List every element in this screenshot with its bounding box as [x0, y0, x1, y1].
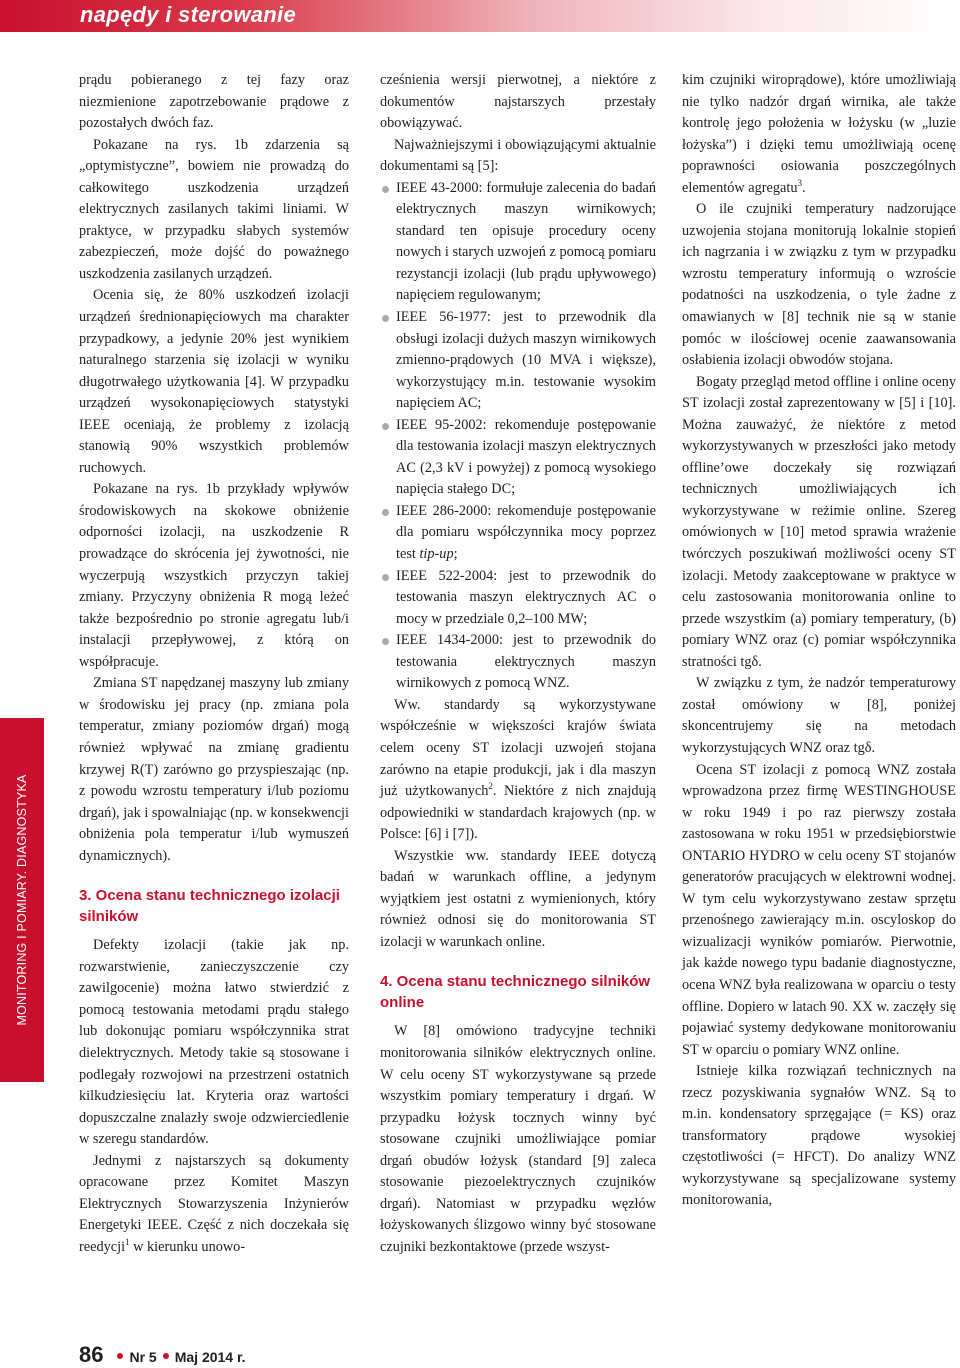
list-item — [380, 501, 656, 566]
page-number: 86 — [79, 1342, 104, 1367]
list-item: IEEE 43-2000: formułuje zalecenia do badań elektrycznych maszyn wirnikowych; standard ten opisuje procedury oceny nowych i starych uzwojeń z pomocą pomiaru rezystancji izolacji (lub prądu upływowego) napięciem regulowanym; — [380, 178, 656, 307]
list-item-emphasis: tip-up — [419, 546, 454, 563]
paragraph-text: . — [802, 179, 806, 196]
footer-dot-icon — [117, 1353, 123, 1359]
paragraph: W związku z tym, że nadzór temperaturowy został omówiony w [8], poniżej skoncentrujemy się na metodach wykorzystujących WNZ oraz tgδ. — [682, 675, 956, 756]
list-item: IEEE 95-2002: rekomenduje postępowanie dla testowania izolacji maszyn elektrycznych AC (2,3 kV i powyżej) z pomocą wysokiego napięcia stałego DC; — [380, 415, 656, 501]
section-heading-4: 4. Ocena stanu technicznego silników online — [380, 973, 651, 1012]
page-footer — [79, 1342, 246, 1368]
list-item: IEEE 522-2004: jest to przewodnik do testowania maszyn elektrycznych AC o mocy w przedziale 0,2–100 MW; — [380, 566, 656, 631]
footer-dot-icon — [163, 1353, 169, 1359]
paragraph: prądu pobieranego z tej fazy oraz niezmienione zapotrzebowanie prądowe z pozostałych dwóch faz. — [79, 72, 349, 132]
paragraph: Zmiana ST napędzanej maszyny lub zmiany w środowisku jej pracy (np. zmiana pola temperatur, zmiany poziomów drgań) mogą również wpływać na zmianę gradientu krzywej R(T) zarówno go przyspieszając (np. z powodu wzrostu temperatury i/lub poziomu drgań), jak i spowalniając (np. w konsekwencji obniżenia pola temperatur i/lub wymuszeń dynamicznych). — [79, 675, 349, 864]
paragraph: W [8] omówiono tradycyjne techniki monitorowania silników elektrycznych online. W celu oceny ST wykorzystywane są przede wszystkim pomiary temperatury i drgań. W przypadku łożysk tocznych winny być stosowane czujniki umożliwiające pomiar drgań obudów łożysk (standard [9] zaleca stosowanie piezoelektrycznych czujników drgań). Natomiast w przypadku węzłów łożyskowanych ślizgowo winny być stosowane czujniki bezkontaktowe (przede wszyst- — [380, 1023, 656, 1255]
standards-list — [380, 178, 656, 695]
paragraph-text: Ww. standardy są wykorzystywane współcześnie w większości krajów świata celem oceny ST izolacji uzwojeń stojana zarówno na etapie produkcji, jak i dla maszyn już użytkowanych — [380, 696, 656, 800]
paragraph: Bogaty przegląd metod offline i online oceny ST izolacji został zaprezentowany w [5] i [10]. Można zauważyć, że niektóre z metod wykorzystywanych w przeszłości jako metody offline’owe doczekały się rozwiązań technicznych umożliwiających ich wykorzystywane w reżimie online. Szereg omówionych w [10] metod sprawia wrażenie twórczych poszukiwań możliwości oceny ST izolacji. Metody zaakceptowane w praktyce w celu zastosowania monitorowania online to przede wszystkim (a) pomiary temperatury, (b) pomiary WNZ oraz (c) pomiar współczynnika stratności tgδ. — [682, 373, 956, 670]
paragraph-text: kim czujniki wiroprądowe), które umożliwiają nie tylko nadzór drgań wirnika, ale także kontrolę jego położenia w łożysku (w „luzie łożyska”) i dzięki temu umożliwiają ocenę poprawności osiowania poszczególnych elementów agregatu — [682, 72, 956, 196]
paragraph: cześnienia wersji pierwotnej, a niektóre z dokumentów najstarszych przestały obowiązywać. — [380, 72, 656, 132]
section-title: napędy i sterowanie — [80, 2, 296, 27]
paragraph: Wszystkie ww. standardy IEEE dotyczą badań w warunkach offline, a jedynym wyjątkiem jest ostatni z wymienionych, który również odnosi się do monitorowania ST izolacji w warunkach online. — [380, 847, 656, 950]
paragraph-text: . Niektóre z nich znajdują odpowiedniki w standardach krajowych (np. w Polsce: [6] i [7]). — [380, 783, 656, 843]
paragraph-text: Jednymi z najstarszych są dokumenty opracowane przez Komitet Maszyn Elektrycznych Stowarzyszenia Inżynierów Energetyki IEEE. Część z nich doczekała się reedycji — [79, 1152, 349, 1255]
side-tab-label: MONITORING I POMIARY. DIAGNOSTYKA — [15, 774, 29, 1026]
footnote-mark: 3 — [797, 177, 803, 188]
column-1 — [79, 70, 349, 1258]
list-item-text: IEEE 286-2000: rekomenduje postępowanie dla pomiaru współczynnika mocy poprzez test — [396, 502, 656, 563]
paragraph: Istnieje kilka rozwiązań technicznych na rzecz pozyskiwania sygnałów WNZ. Są to m.in. kondensatory sprzęgające (= KS) oraz transformatory prądowe wysokiej częstotliwości (= HFCT). Do analizy WNZ wykorzystywane są specjalizowane systemy monitorowania, — [682, 1063, 956, 1209]
footnote-mark: 1 — [125, 1237, 130, 1248]
list-item-text: ; — [453, 546, 458, 563]
column-2 — [380, 70, 656, 1258]
paragraph: Defekty izolacji (takie jak np. rozwarstwienie, zanieczyszczenie czy zawilgocenie) można łatwo stwierdzić z pomocą testowania metodami prądu stałego lub dokonując pomiaru współczynnika strat dielektrycznych. Metody takie są stosowane i podlegały rozwojowi na przestrzeni ostatnich kilkudziesięciu lat. Kryteria oraz wartości dopuszczalne znalazły swoje odzwierciedlenie w szeregu standardów. — [79, 937, 349, 1148]
column-3 — [682, 70, 956, 1212]
paragraph — [682, 70, 956, 199]
paragraph — [380, 695, 656, 846]
issue-date: Maj 2014 r. — [174, 1349, 246, 1365]
paragraph — [79, 1151, 349, 1259]
paragraph: O ile czujniki temperatury nadzorujące uzwojenia stojana monitorują lokalnie stopień ich nagrzania i w związku z tym w przypadku wzrostu temperatury informują o wzroście podatności na uszkodzenia, o tyle żadne z omawianych w [8] technik nie są w stanie pomóc w ilościowej ocenie zaawansowania osłabienia izolacji obwodów stojana. — [682, 201, 956, 369]
list-item: IEEE 56-1977: jest to przewodnik dla obsługi izolacji dużych maszyn wirnikowych zmienno-prądowych (10 MVA i większe), wykorzystujący m.in. testowanie wysokim napięciem AC; — [380, 307, 656, 415]
list-item: IEEE 1434-2000: jest to przewodnik do testowania elektrycznych maszyn wirnikowych z pomocą WNZ. — [380, 630, 656, 695]
paragraph: Pokazane na rys. 1b przykłady wpływów środowiskowych na skokowe obniżenie odporności izolacji, na uszkodzenie R prowadzące do skrócenia jej żywotności, nie wyczerpują wszystkich przyczyn takiej zmiany. Przyczyny obniżenia R mogą leżeć także bezpośrednio po stronie agregatu lub/i instalacji przepływowej, z którą on współpracuje. — [79, 481, 349, 670]
footnote-mark: 2 — [488, 781, 493, 792]
paragraph: Najważniejszymi i obowiązującymi aktualnie dokumentami są [5]: — [380, 136, 656, 175]
paragraph: Ocena ST izolacji z pomocą WNZ została wprowadzona przez firmę WESTINGHOUSE w roku 1949 i po raz pierwszy została zastosowana w roku 1951 w przedsiębiorstwie ONTARIO HYDRO w celu oceny ST stojanów generatorów pracujących w elektrowni wodnej. W tym celu wykorzystywano zestaw sprzętu przenośnego zawierający m.in. oscyloskop do wizualizacji wyników pomiarów. Pierwotnie, jak każde nowego typu badanie diagnostyczne, ocena WNZ była realizowana w oparciu o testy offline. Dopiero w latach 90. XX w. zaczęły się pojawiać systemy dedykowane monitorowaniu ST w oparciu o pomiary WNZ online. — [682, 761, 956, 1058]
issue-number: Nr 5 — [129, 1349, 157, 1365]
paragraph-text: w kierunku unowo- — [129, 1238, 246, 1255]
paragraph: Pokazane na rys. 1b zdarzenia są „optymistyczne”, bowiem nie prowadzą do całkowitego uszkodzenia urządzeń elektrycznych zasilanych takimi liniami. W praktyce, w przypadku słabych systemów zabezpieczeń, może dojść do poważnego uszkodzenia zasilanych urządzeń. — [79, 136, 349, 282]
section-heading-3: 3. Ocena stanu technicznego izolacji silników — [79, 887, 340, 926]
paragraph: Ocenia się, że 80% uszkodzeń izolacji urządzeń średnionapięciowych ma charakter przypadkowy, a jedynie 20% jest wynikiem naturalnego starzenia się izolacji w wyniku długotrwałego użytkowania [4]. W przypadku urządzeń wysokonapięciowych statystyki IEEE oceniają, że problemy z izolacją stanowią 90% wszystkich problemów ruchowych. — [79, 287, 349, 476]
